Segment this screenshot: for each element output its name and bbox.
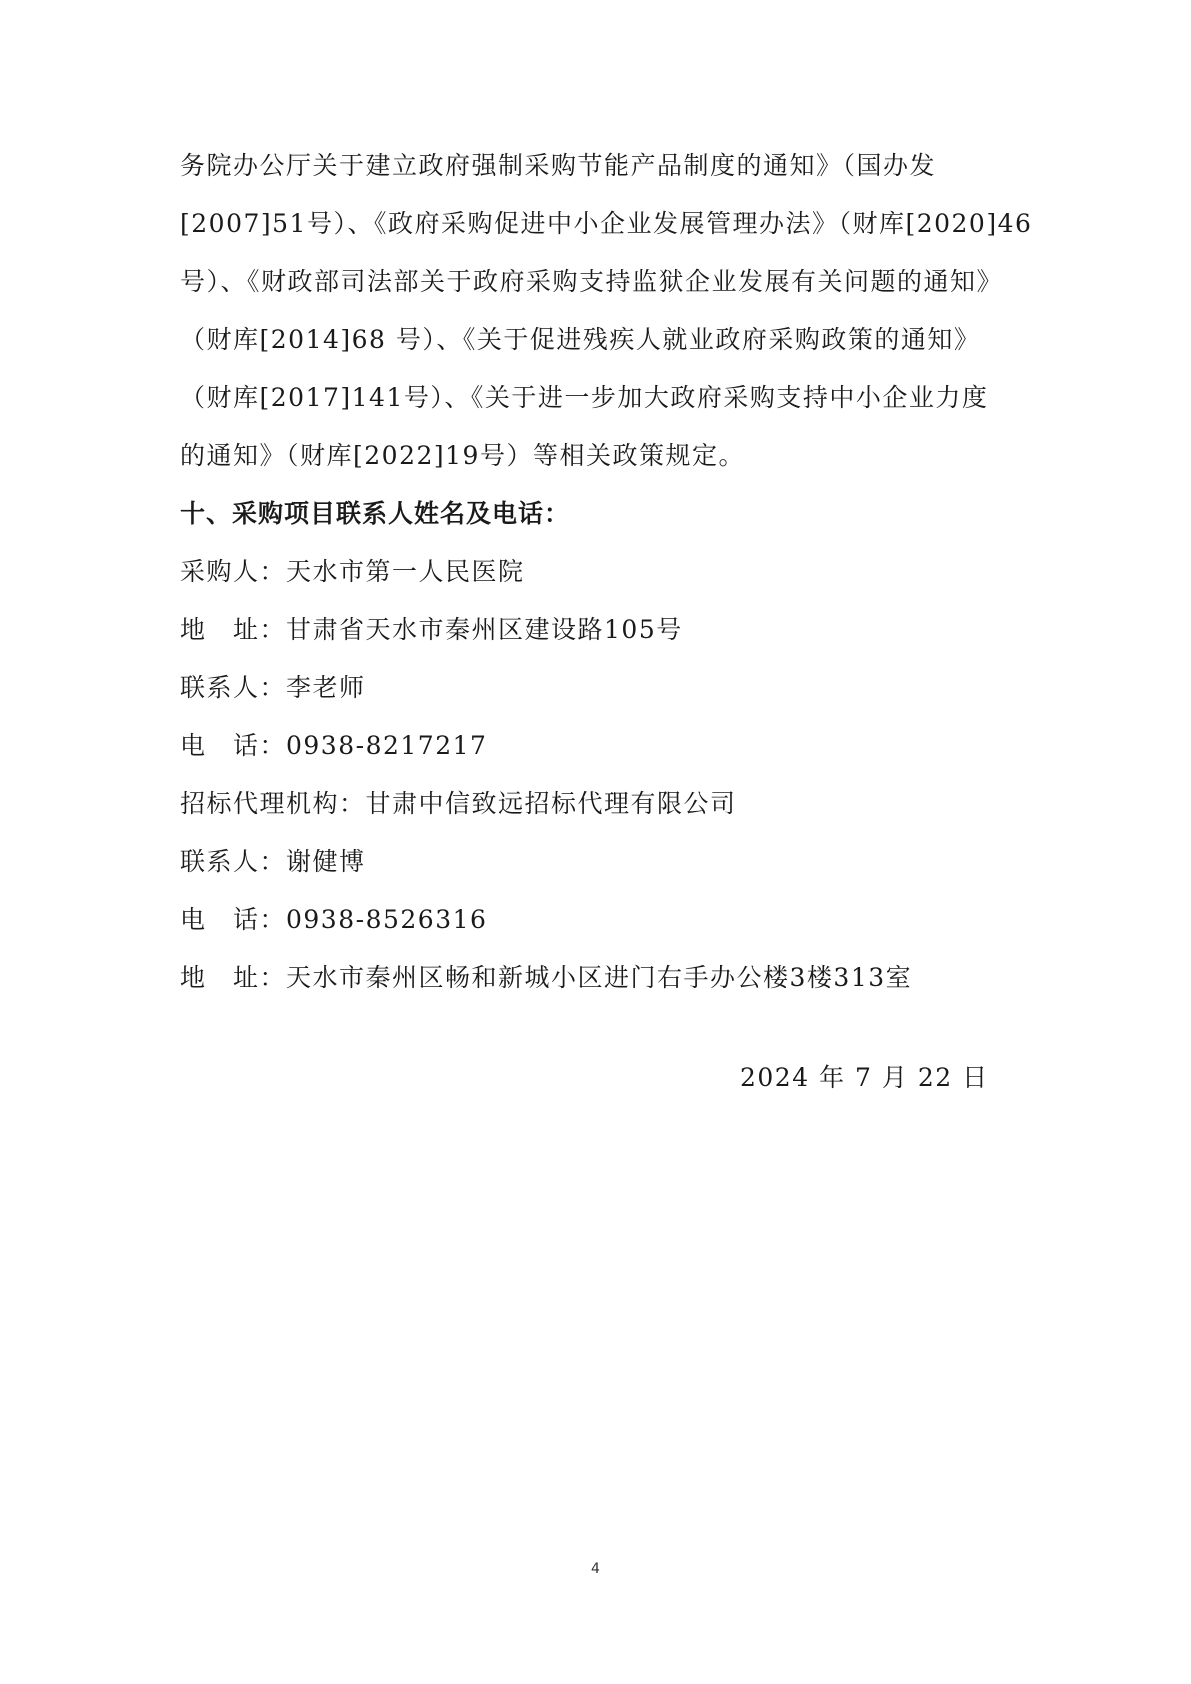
- contact-agency-address: 地 址：天水市秦州区畅和新城小区进门右手办公楼3楼313室: [180, 963, 913, 992]
- page-number: 4: [591, 1561, 600, 1577]
- contact-purchaser: 采购人：天水市第一人民医院: [180, 557, 525, 586]
- contact-purchaser-address: 地 址：甘肃省天水市秦州区建设路105号: [180, 615, 683, 644]
- contact-agency: 招标代理机构：甘肃中信致远招标代理有限公司: [180, 789, 737, 818]
- body-line-6: 的通知》（财库[2022]19号）等相关政策规定。: [180, 441, 745, 470]
- body-line-1: 务院办公厅关于建立政府强制采购节能产品制度的通知》（国办发: [180, 151, 937, 180]
- body-line-5: （财库[2017]141号）、《关于进一步加大政府采购支持中小企业力度: [180, 383, 989, 412]
- body-line-4: （财库[2014]68 号）、《关于促进残疾人就业政府采购政策的通知》: [180, 325, 981, 354]
- section-heading-contacts: 十、采购项目联系人姓名及电话：: [180, 499, 571, 528]
- contact-purchaser-person: 联系人：李老师: [180, 673, 366, 702]
- document-date: 2024 年 7 月 22 日: [740, 1063, 989, 1092]
- contact-agency-person: 联系人：谢健博: [180, 847, 366, 876]
- body-line-2: [2007]51号）、《政府采购促进中小企业发展管理办法》（财库[2020]46: [180, 209, 1033, 238]
- contact-purchaser-phone: 电 话：0938-8217217: [180, 731, 488, 760]
- body-line-3: 号）、《财政部司法部关于政府采购支持监狱企业发展有关问题的通知》: [180, 267, 1004, 296]
- contact-agency-phone: 电 话：0938-8526316: [180, 905, 488, 934]
